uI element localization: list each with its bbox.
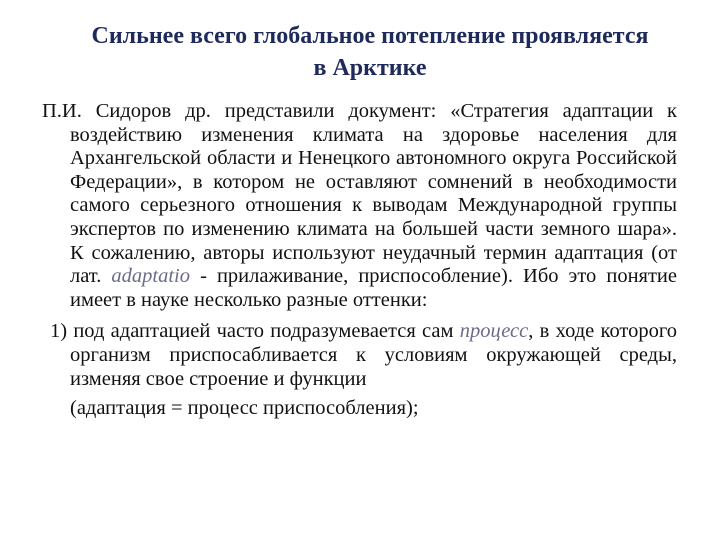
title-line-1: Сильнее всего глобальное потепление проявляется [91, 23, 649, 49]
paragraph-1-tail: - прилаживание, приспособление). Ибо это понятие имеет в науке несколько разные оттенки: [70, 265, 678, 311]
slide-body [42, 100, 677, 421]
paragraph-2-last-line: (адаптация = процесс приспособления); [70, 397, 419, 420]
title-line-2: в Арктике [313, 55, 427, 81]
paragraph-2-tail: , в ходе которого организм приспосабливается к условиям окружающей среды, изменяя свое строение и функции [70, 320, 678, 390]
paragraph-2-lead: 1) под адаптацией часто подразумевается сам [50, 320, 454, 343]
process-term: процесс [459, 320, 529, 343]
paragraph-1-lead: П.И. Сидоров др. представили документ: «Стратегия адаптации к воздействию изменения климата на здоровье населения для Архангельской области и Ненецкого автономного округа Российской Федерации», в котором не оставляют сомнений в необходимости самого серьезного отношения к выводам Международной группы экспертов по изменению климата на большей части земного шара». К сожалению, авторы используют неудачный термин адаптация (от лат. [42, 100, 677, 288]
latin-term: adaptatio [111, 265, 190, 288]
slide-title [30, 20, 710, 84]
paragraph-1 [42, 100, 677, 312]
paragraph-2 [42, 320, 677, 420]
